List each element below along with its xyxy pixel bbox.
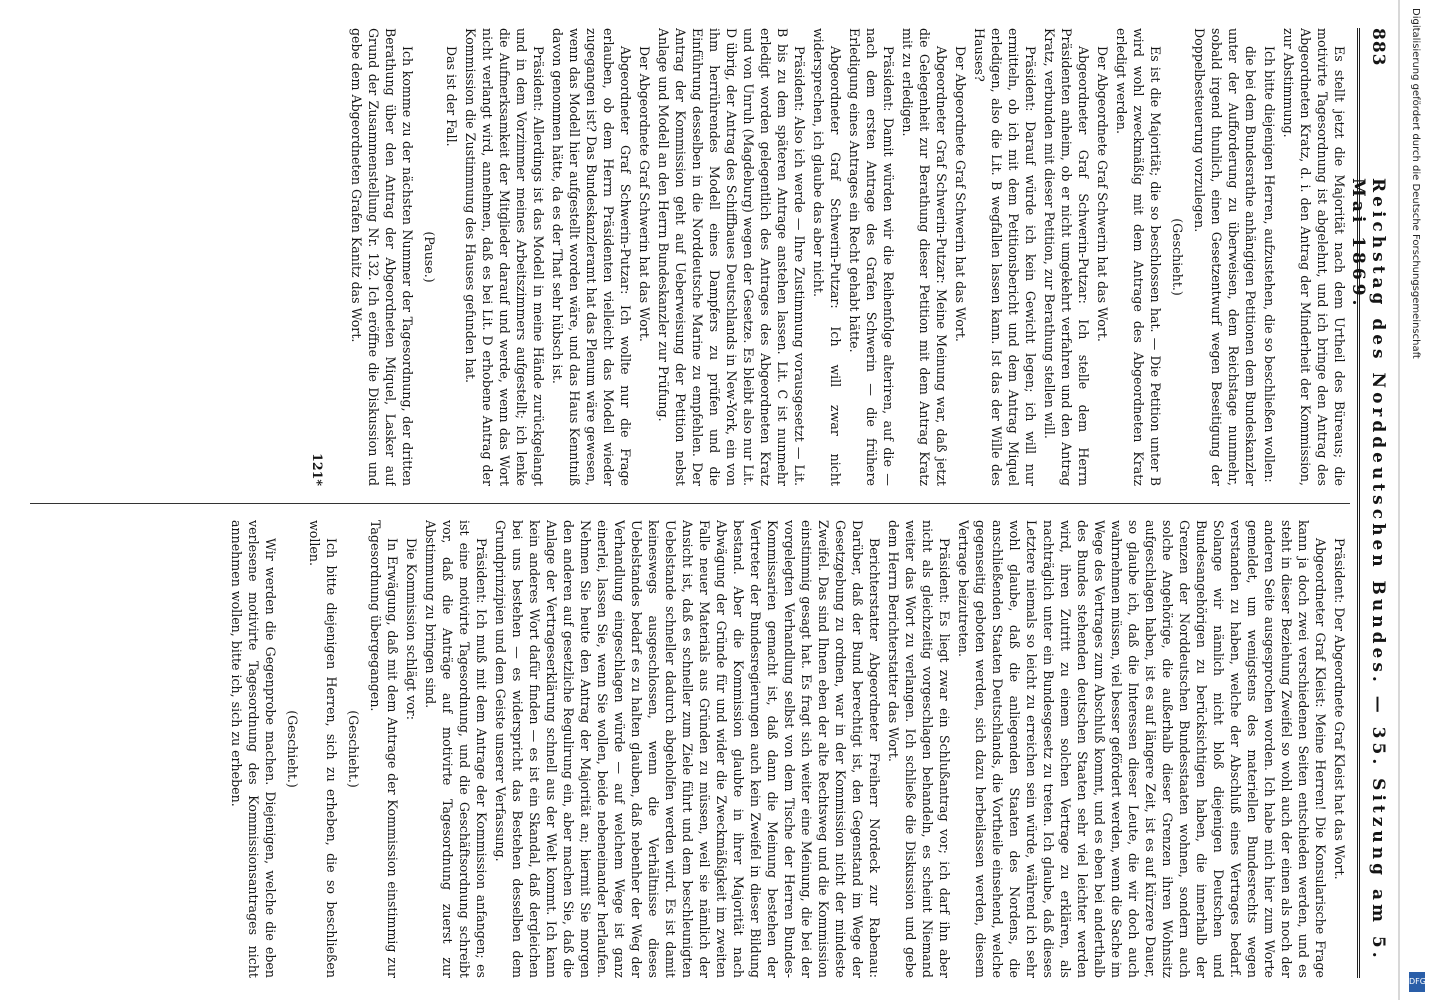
paragraph: Abgeordneter Graf Kleist: Meine Herren! Die Konsularische Frage kann ja doch zwei verschiedenen Seiten entschieden werden, und es steht in dieser Beziehung Zweifel so wohl auch der einen als noch der anderen Seite ausgesprochen worden. Ich habe mich hier zum Worte gemeldet, um wenigstens des materiellen Bundesrechts wegen verstanden zu haben, welche der Abschluß eines Vertrages bedarf. Solange wir nämlich nicht bloß diejenigen Deutschen und Bundesangehörigen zu berücksichtigen haben, die innerhalb der Grenzen der Norddeutschen Bundesstaaten wohnen, sondern auch solche Angehörige, die außerhalb dieser Grenzen ihren Wohnsitz aufgeschlagen haben, ist es auf längere Zeit, ist es auf kürzere Dauer, so glaube ich, daß die Interessen dieser Leute, die wir doch auch wahrnehmen müssen, viel besser gefördert werden, wenn die Sache im Wege des Vertrages zum Abschluß kommt, und es eben bei anderthalb des Bundes stehenden deutschen Staaten sehr viel leichter werden wird, ihren Zutritt zu einem solchen Vertrage zu erklären, als nachträglich unter ein Bundesgesetz zu treten. Ich glaube, daß dieses Letztere niemals so leicht zu erreichen sein würde, während ich sehr wohl glaube, daß die anliegenden Staaten des Nordens, die anschließenden Staaten Deutschlands, die Vortheile einsehend, welche gegenseitig geboten werden, sich dazu herbeilassen werden, diesem Vertrage beizutreten.: [956, 520, 1328, 978]
stage-direction: (Geschieht.): [346, 710, 361, 788]
paragraph: Der Abgeordnete Graf Schwerin hat das Wort.: [953, 46, 968, 342]
paragraph: Es stellt jetzt die Majorität nach dem Urtheil des Büreaus; die motivirte Tagesordnung ist abgelehnt, und ich bringe den Antrag des Abgeordneten Kratz, d. i. den Antrag der Minderheit der Kommission, zur Abstimmung.: [1281, 28, 1347, 486]
stage-direction: (Geschieht.): [285, 710, 300, 788]
paragraph: Präsident: Ich muß mit dem Antrage der Kommission anfangen; es ist eine motivirte Tagesordnung, und die Geschäftsordnung schreibt vor, daß die Anträge auf motivirte Tagesordnung zuerst zur Abstimmung zu bringen sind.: [423, 520, 489, 978]
page-header: [1348, 28, 1394, 978]
left-column: [28, 28, 1348, 486]
paragraph: Berichterstatter Abgeordneter Freiherr Nordeck zur Rabenau: Darüber, daß der Bund berechtigt ist, den Gegenstand im Wege der Gesetzgebung zu ordnen, war in der Kommission nicht der mindeste Zweifel. Das sind Ihnen eben der alte Rechtsweg und die Kommission einstimmig gesagt hat. Es fragt sich weiter eine Meinung, die bei der vorgelegten Verhandlung selbst von dem Tische der Herren Bundes-Kommissarien gemacht ist, daß dann die Meinung bestehen der Vertreter der Bundesregierungen auch kein Zweifel in dieser Bildung bestand. Aber die Kommission glaubte in ihrer Majorität nach Abwägung der Gründe für und wider die Zweckmäßigkeit im zweiten Falle neuer Materials aus Gründen zu müssen, weil sie nämlich der Ansicht ist, daß es schneller zum Ziele führt und dem beschleunigten Uebelstande schneller dadurch abgeholfen werden wird. Es ist damit keineswegs ausgeschlossen, wenn die Verhältnisse dieses Uebelstandes bedarf es zu halten glauben, daß nebenher der Weg der Verhandlung eingeschlagen würde — auf welchem Wege ist ganz einerlei, lassen Sie, wenn Sie wollen, beide nebeneinander herlaufen. Nehmen Sie heute den Antrag der Majorität an; hiermit Sie morgen den anderen auf gesetzliche Regulirung ein, aber machen Sie, daß die Anlage der Vertrageserklärung schnell aus der Welt kommt. Ich kann kein anderes Wort dafür finden — es ist ein Skandal, daß dergleichen bei uns bestehen — es widerspricht das Bestehen desselben dem Grundprinzipien und dem Geiste unserer Verfassung.: [493, 520, 882, 978]
page-number: 883: [1368, 28, 1388, 67]
paragraph: Präsident: Es liegt zwar ein Schlußantrag vor; ich darf ihn aber nicht als gleichzeitig vorgeschlagen behandeln, es scheint Niemand weiter das Wort zu verlangen. Ich schließe die Diskussion und gebe dem Herrn Berichterstatter das Wort.: [886, 520, 952, 978]
paragraph: Ich bitte diejenigen Herren, sich zu erheben, die so beschließen wollen.: [307, 520, 339, 978]
signature-mark: 121*: [310, 453, 325, 486]
paragraph: Der Abgeordnete Graf Schwerin hat das Wort.: [637, 46, 652, 342]
paragraph: Abgeordneter Graf Schwerin-Putzar: Ich will zwar nicht widersprechen, ich glaube das aber nicht.: [811, 28, 843, 486]
paragraph: Das ist der Fall.: [444, 46, 459, 147]
paragraph: Präsident: Darauf würde ich kein Gewicht legen; ich will nur ermitteln, ob ich mit dem Petitionsbericht und dem Antrag Miquel erledigen, also die Lit. B wegfallen lassen kann. Ist das der Wille des Hauses?: [972, 28, 1038, 486]
paragraph: Abgeordneter Graf Schwerin-Putzar: Ich wollte nur die Frage erlauben, ob dem Herrn Präsidenten vielleicht das Modell wieder zugegangen ist? Das Bundeskanzleramt hat das Plenum wäre gewesen, wenn das Modell hier aufgestellt worden wäre, und das Haus Kenntniß davon genommen hätte, da es der That sehr hübsch ist.: [550, 28, 633, 486]
dfg-logo: DFG: [1409, 972, 1425, 992]
paragraph: Abgeordneter Graf Schwerin-Putzar: Ich stelle dem Herrn Präsidenten anheim, ob er nicht umgekehrt verfahren und den Antrag Kratz, verbunden mit dieser Petition, zur Berathung stellen will.: [1042, 28, 1091, 486]
rotated-page: [0, 8, 1400, 998]
paragraph: Wir werden die Gegenprobe machen. Diejenigen, welche die eben verlesene motivirte Tagesordnung des Kommissionsantrages nicht annehmen wollen, bitte ich, sich zu erheben.: [229, 520, 278, 978]
page-title: Reichstag des Norddeutschen Bundes. — 35. Sitzung am 5. Mai 1869.: [1348, 178, 1388, 962]
quoted-motion: die bei dem Bundesrathe anhängigen Petitionen dem Bundeskanzler unter der Aufforderung zu überweisen, dem Reichstage nunmehr, sobald irgend thunlich, einen Gesetzentwurf wegen Beseitigung der Doppelbesteuerung vorzulegen.: [1192, 28, 1258, 486]
paragraph: Es ist die Majorität; die so beschlossen hat. — Die Petition unter B wird wohl zweckmäßig mit dem Antrage des Abgeordneten Kratz erledigt werden.: [1114, 28, 1163, 486]
paragraph: Der Abgeordnete Graf Schwerin hat das Wort.: [1095, 46, 1110, 342]
column-divider: [30, 503, 1350, 504]
paragraph: Präsident: Damit würden wir die Reihenfolge alteriren, auf die — nach dem ersten Antrage des Grafen Schwerin — die frühere Erledigung eines Antrages ein Recht gehabt hätte.: [847, 28, 896, 486]
quoted-motion: In Erwägung, daß mit dem Antrage der Kommission einstimmig zur Tagesordnung übergegangen.: [368, 520, 400, 978]
paragraph: Ich bitte diejenigen Herren, aufzustehen, die so beschließen wollen:: [1262, 46, 1277, 483]
funding-note: Digitalisierung gefördert durch die Deutsche Forschungsgemeinschaft: [1410, 8, 1421, 359]
right-column: [28, 520, 1348, 978]
digitization-credit: [1406, 8, 1430, 992]
paragraph: Abgeordneter Graf Schwerin-Putzar: Meine Meinung war, daß jetzt die Gelegenheit zur Berathung dieser Petition mit dem Antrag Kratz mit zu erledigen.: [900, 28, 949, 486]
paragraph: Die Kommission schlägt vor:: [404, 538, 419, 721]
stage-direction: (Pause.): [422, 231, 437, 283]
paragraph: Präsident: Also ich werde — Ihre Zustimmung vorausgesetzt — Lit. B bis zu dem späteren Antrage anstehen lassen. Lit. C ist nunmehr erledigt worden gelegentlich des Antrages des Abgeordneten Kratz und von Unruh (Magdeburg) wegen der Gesetze. Es bleibt also nur Lit. D übrig, der Antrag des Schiffbaues Deutschlands in New-York, ein von ihm herrührendes Modell eines Dampfers zu prüfen und die Einführung desselben in die Norddeutsche Marine zu empfehlen. Der Antrag der Kommission geht auf Ueberweisung der Petition nebst Anlage und Modell an den Herrn Bundeskanzler zur Prüfung.: [656, 28, 807, 486]
paragraph: Ich komme zu der nächsten Nummer der Tagesordnung, der dritten Berathung über den Antrag der Abgeordneten Miquel, Lasker auf Grund der Zusammenstellung Nr. 132. Ich eröffne die Diskussion und gebe dem Abgeordneten Grafen Kanitz das Wort.: [349, 28, 415, 486]
stage-direction: (Geschieht.): [1170, 218, 1185, 296]
paragraph: Präsident: Allerdings ist das Modell in meine Hände zurückgelangt und in dem Vorzimmer meines Arbeitszimmers aufgestellt; ich lenke die Aufmerksamkeit der Mitglieder darauf und werde, wenn das Wort nicht verlangt wird, annehmen, daß es bei Lit. D erhobene Antrag der Kommission die Zustimmung des Hauses gefunden hat.: [463, 28, 546, 486]
paragraph: Präsident: Der Abgeordnete Graf Kleist hat das Wort.: [1332, 538, 1347, 880]
